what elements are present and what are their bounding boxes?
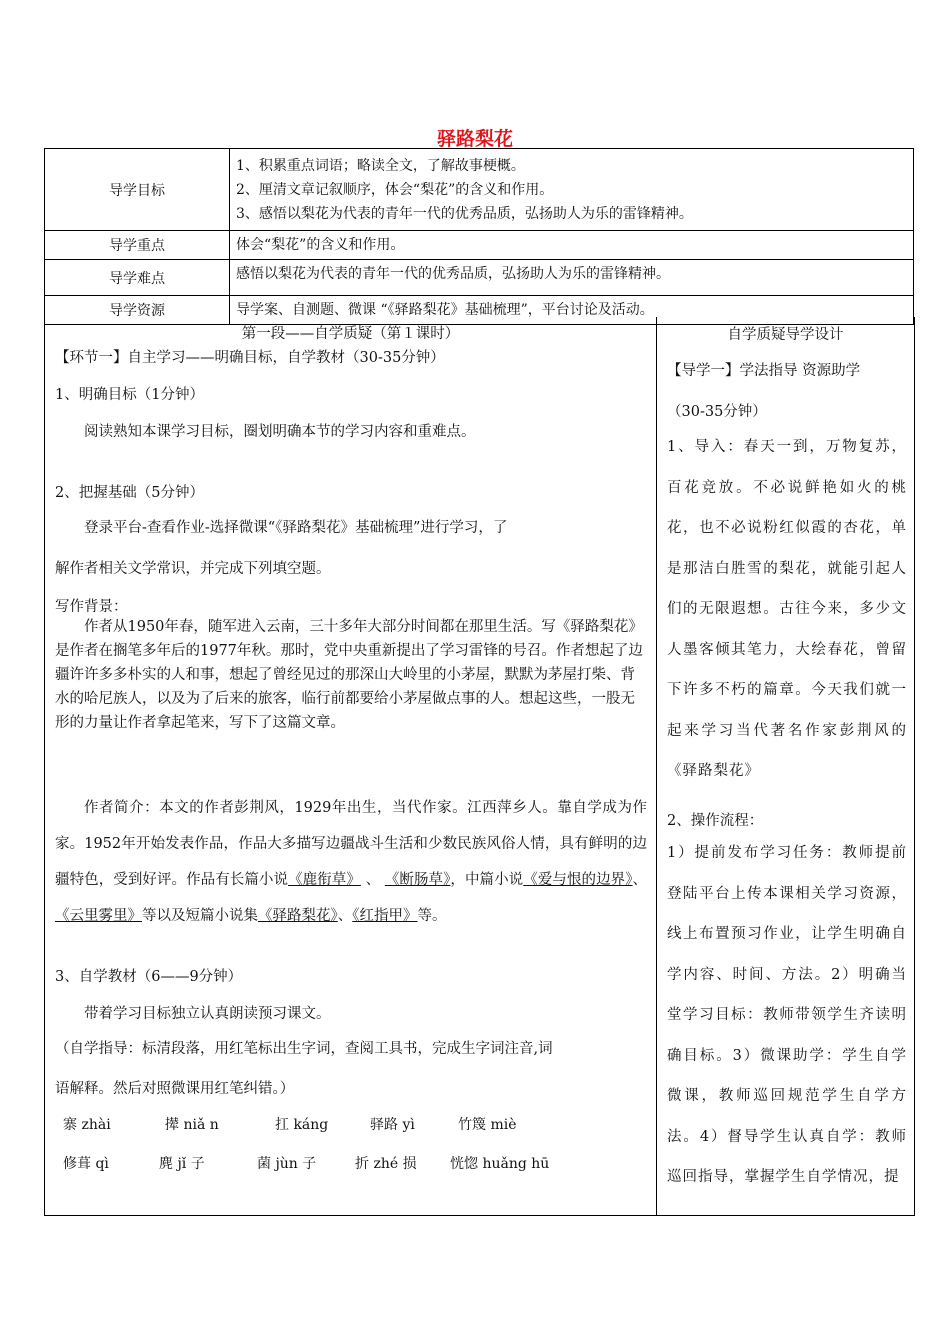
pinyin-item: 恍惚 huǎng hū [450,1156,550,1172]
pinyin-item: 扛 káng [275,1117,329,1133]
label-focus: 导学重点 [45,231,230,260]
pinyin-item: 驿路 yì [370,1117,415,1133]
section-heading: 第一段——自学质疑（第１课时） [241,326,460,342]
separator: 、 [360,872,385,888]
pinyin-item: 竹篾 miè [458,1117,517,1133]
row-difficulty [45,260,914,296]
section-title: 【环节一】自主学习——明确目标，自学教材（30-35分钟） [55,350,445,366]
label-difficulty: 导学难点 [45,260,230,296]
work-title: 《驿路梨花》 [258,908,338,924]
background-text: 作者从1950年春，随军进入云南，三十多年大部分时间都在那里生活。写《驿路梨花》是作者在搁笔多年后的1977年秋。那时，党中央重新提出了学习雷锋的号召。作者想起了边疆许许多多朴实的人和事，想起了曾经见过的那深山大岭里的小茅屋，默默为茅屋打柴、背水的哈尼族人，以及为了后来的旅客，临行前都要给小茅屋做点事的人。想起这些，一股无形的力量让作者拿起笔来，写下了这篇文章。 [55,619,643,731]
bio-intro: 作者简介：本文的作者彭荆风，1929年出生，当代作家。江西萍乡人。靠自学成为作家。1952年开始发表作品，作品大多描写边疆战斗生活和少数民族风俗人情，具有鲜明的边疆特色，受到好评。作品有长篇小说 [55,800,647,888]
guide-time: （30-35分钟） [667,404,767,420]
work-title: 《断肠草》 [384,872,451,888]
work-title: 《红指甲》 [352,908,418,924]
step2-title: 2、把握基础（5分钟） [55,485,204,501]
bio-end: 等。 [417,908,447,924]
value-focus: 体会“梨花”的含义和作用。 [230,231,914,260]
guide-text: （自学指导：标清段落，用红笔标出生字词，查阅工具书，完成生字词注音,词 [55,1041,553,1057]
bio-short: 等以及短篇小说集 [142,908,258,924]
info-table [44,148,914,325]
pinyin-item: 麂 jǐ 子 [159,1156,205,1172]
flow-text: 1）提前发布学习任务：教师提前登陆平台上传本课相关学习资源，线上布置预习作业，让学生明确自学内容、时间、方法。2）明确当堂学习目标：教师带领学生齐读明确目标。3）微课助学：学生自学微课，教师巡回规范学生自学方法。4）督导学生认真自学：教师巡回指导，掌握学生自学情况，提 [667,845,907,1185]
step1-title: 1、明确目标（1分钟） [55,387,204,403]
pinyin-item: 撵 niǎ n [165,1117,219,1133]
goal-line: 3、感悟以梨花为代表的青年一代的优秀品质，弘扬助人为乐的雷锋精神。 [236,205,693,222]
main-table [44,317,915,1216]
row-goals [45,149,914,231]
label-goals: 导学目标 [45,149,230,231]
flow-title: 2、操作流程： [667,813,764,829]
right-heading: 自学质疑导学设计 [727,327,844,343]
goal-line: 2、厘清文章记叙顺序，体会“梨花”的含义和作用。 [236,181,554,198]
separator: 、 [632,872,648,888]
step3-title: 3、自学教材（6——9分钟） [55,969,243,985]
right-column [657,317,914,1215]
pinyin-item: 折 zhé 损 [355,1156,417,1172]
step2-text: 解作者相关文学常识，并完成下列填空题。 [55,561,331,577]
pinyin-item: 修葺 qì [63,1156,109,1172]
separator: 、 [337,908,353,924]
guide-text: 语解释。然后对照微课用红笔纠错。） [55,1081,295,1097]
row-focus [45,231,914,260]
author-bio [55,790,647,934]
work-title: 《鹿衔草》 [288,872,361,888]
page-title: 驿路梨花 [436,128,513,150]
left-column [45,317,657,1215]
guide-title: 【导学一】学法指导 资源助学 [667,363,861,379]
value-resources: 导学案、自测题、微课 “《驿路梨花》基础梳理”，平台讨论及活动。 [230,296,914,325]
label-resources: 导学资源 [45,296,230,325]
goal-line: 1、积累重点词语；略读全文，了解故事梗概。 [236,157,525,174]
work-title: 《云里雾里》 [55,908,142,924]
bio-mid: ，中篇小说 [450,872,524,888]
pinyin-item: 菌 jùn 子 [257,1156,317,1172]
pinyin-item: 寨 zhài [63,1117,111,1133]
step3-text: 带着学习目标独立认真朗读预习课文。 [84,1006,331,1022]
intro-text: 1、导入：春天一到，万物复苏，百花竞放。不必说鲜艳如火的桃花，也不必说粉红似霞的杏花，单是那洁白胜雪的梨花，就能引起人们的无限遐想。古往今来，多少文人墨客倾其笔力，大绘春花，曾留下许多不朽的篇章。今天我们就一起来学习当代著名作家彭荆风的《驿路梨花》 [667,439,907,779]
step1-text: 阅读熟知本课学习目标，圈划明确本节的学习内容和重难点。 [84,424,476,440]
work-title: 《爱与恨的边界》 [523,872,633,888]
step2-text: 登录平台-查看作业-选择微课“《驿路梨花》基础梳理”进行学习，了 [84,520,508,536]
value-goals [230,149,914,231]
background-label: 写作背景： [55,599,128,615]
value-difficulty: 感悟以梨花为代表的青年一代的优秀品质，弘扬助人为乐的雷锋精神。 [230,260,914,296]
